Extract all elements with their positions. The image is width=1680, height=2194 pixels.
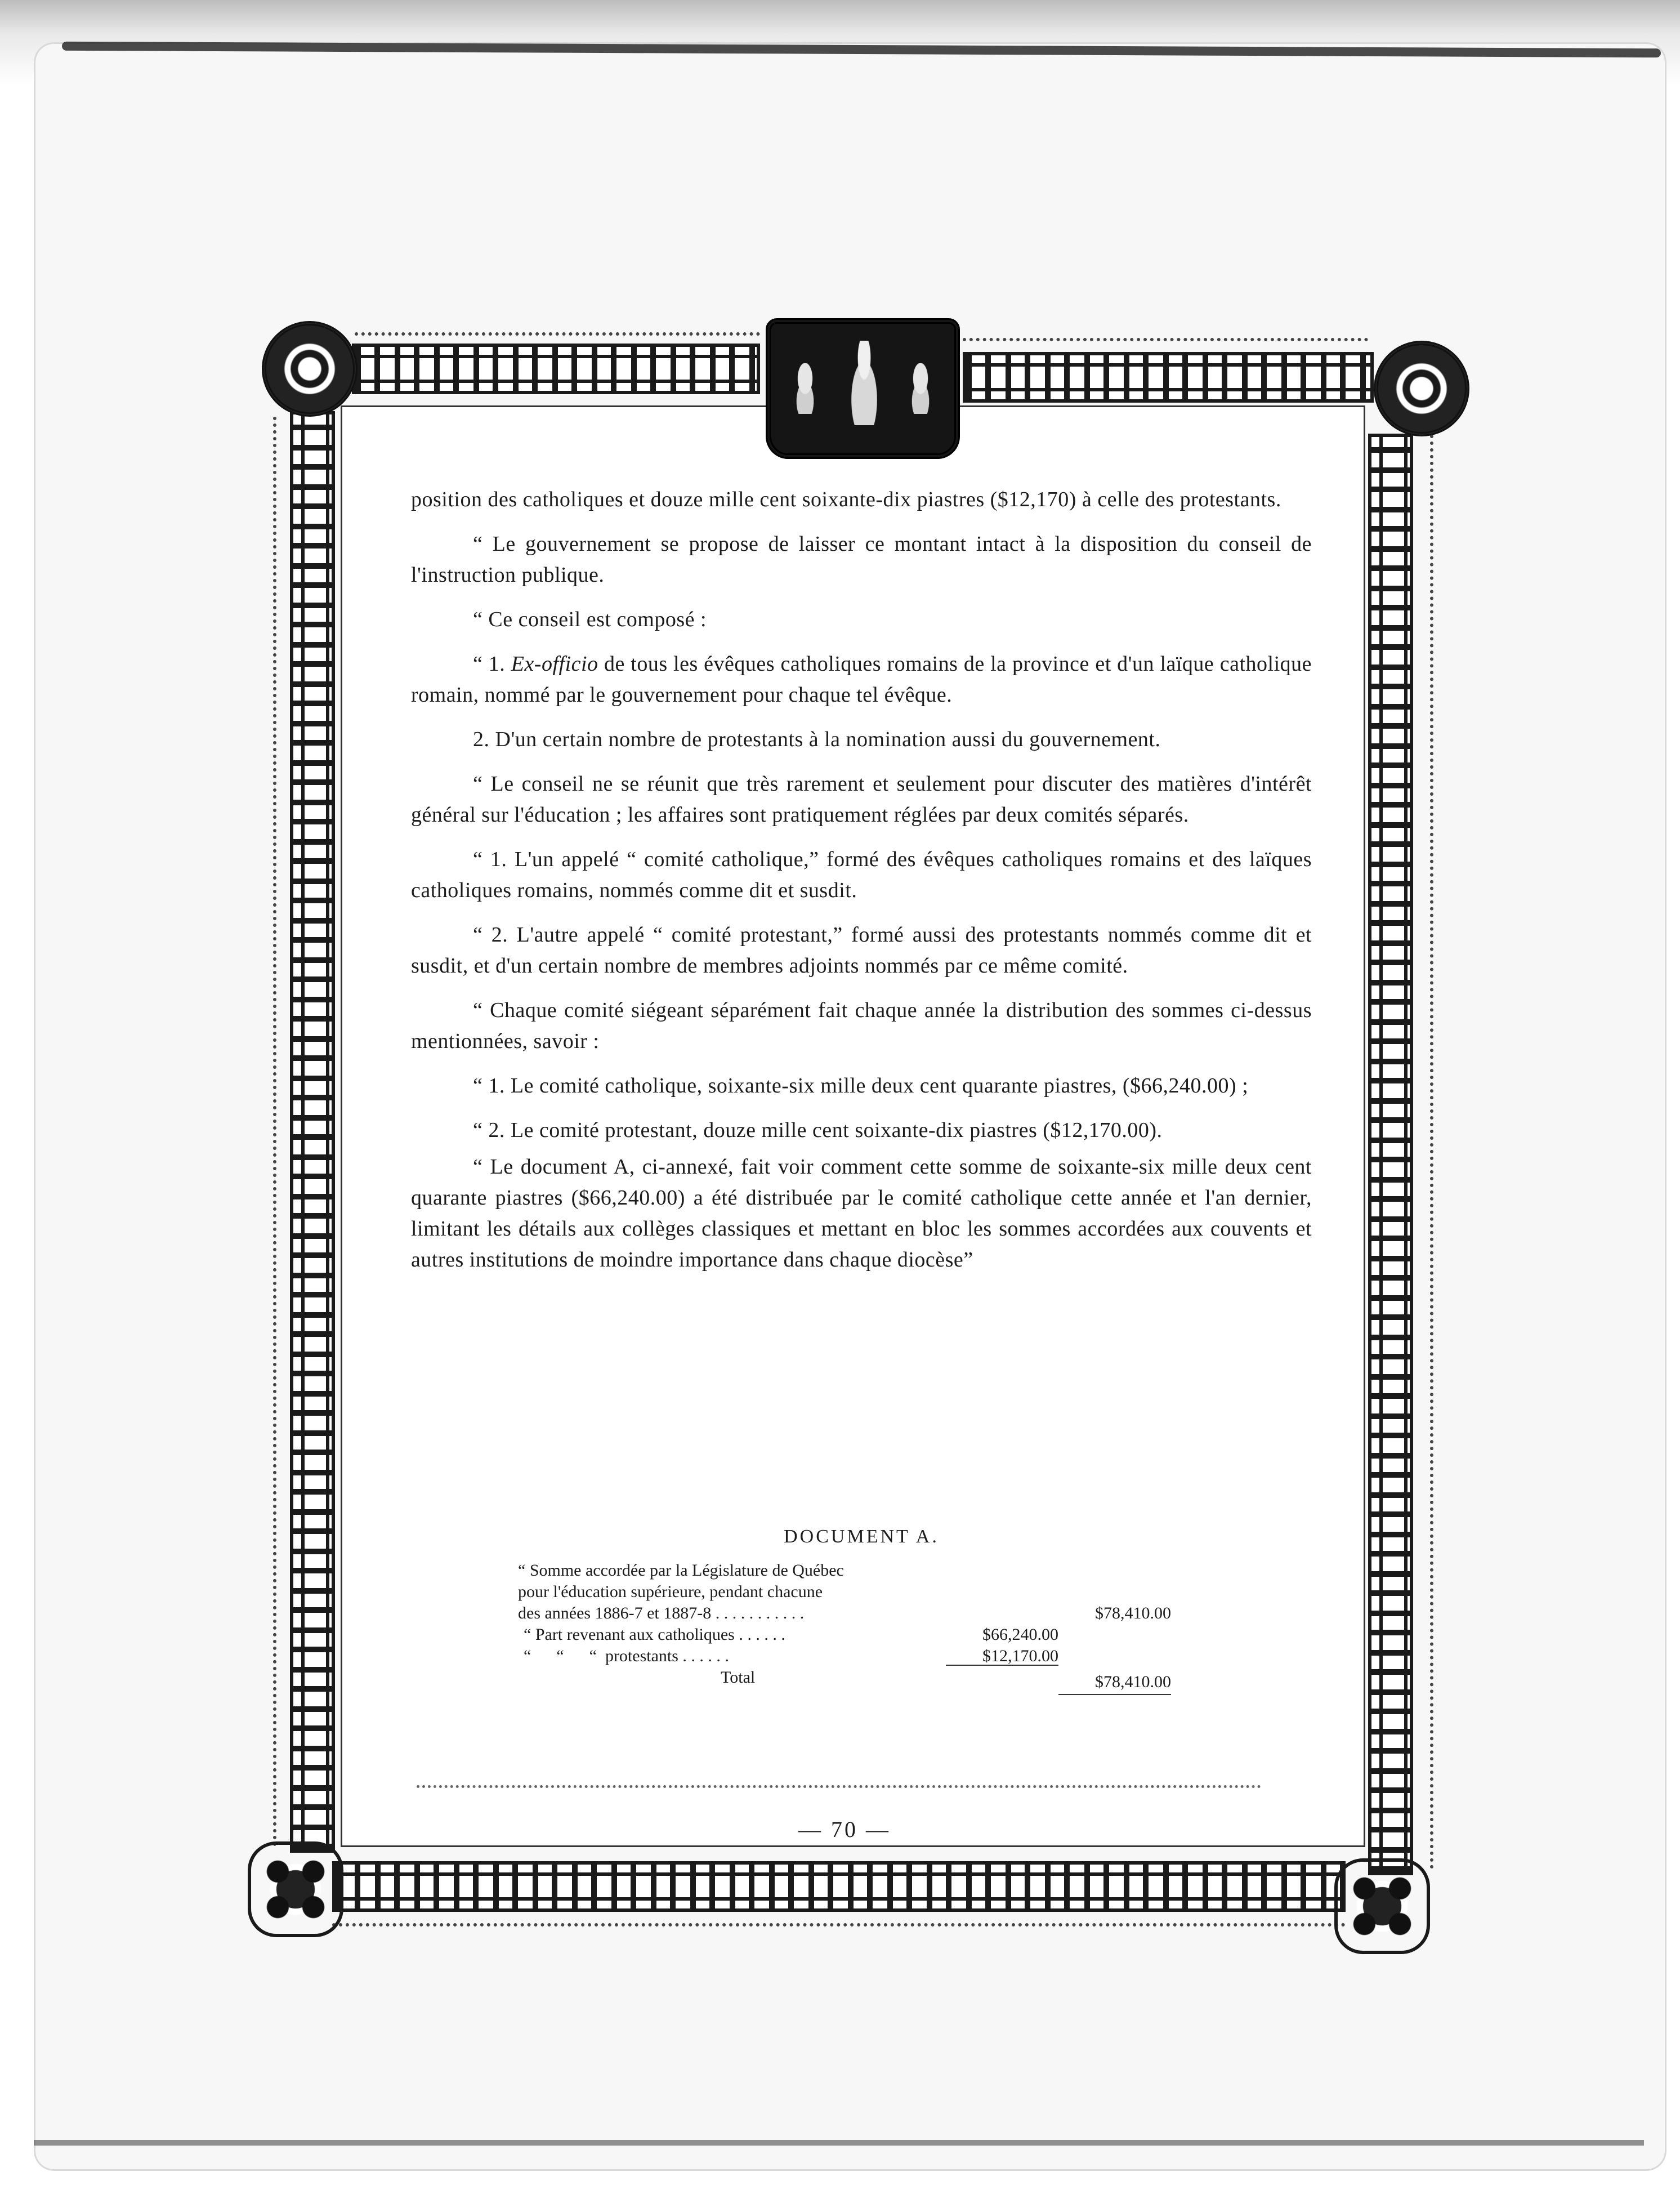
ledger-amount: $78,410.00 xyxy=(1095,1604,1171,1622)
document-a-ledger xyxy=(518,1560,1171,1695)
frame-dotted-border-left xyxy=(273,417,276,1847)
ledger-label: pour l'éducation supérieure, pendant chacune xyxy=(518,1582,823,1601)
ledger-subtotal-rule xyxy=(946,1665,1058,1666)
paragraph: “ 1. Le comité catholique, soixante-six mille deux cent quarante piastres, ($66,240.00) ; xyxy=(473,1074,1249,1098)
body-text xyxy=(411,484,1312,1289)
paragraph: 2. D'un certain nombre de protestants à la nomination aussi du gouvernement. xyxy=(473,728,1161,751)
paragraph: “ 2. Le comité protestant, douze mille cent soixante-dix piastres ($12,170.00). xyxy=(473,1118,1163,1142)
greek-key-band-top-left xyxy=(352,344,760,394)
document-a-title: DOCUMENT A. xyxy=(784,1526,939,1547)
paragraph: “ 1. L'un appelé “ comité catholique,” formé des évêques catholiques romains et des laïques catholiques romains, nommés comme dit et susdit. xyxy=(411,848,1312,902)
ledger-amount: $66,240.00 xyxy=(982,1625,1058,1644)
paragraph: “ Le conseil ne se réunit que très rarement et seulement pour discuter des matières d'intérêt général sur l'éducation ; les affaires sont pratiquement réglées par deux comités séparés. xyxy=(411,772,1312,827)
ledger-row xyxy=(518,1624,1171,1645)
frame-dotted-border-top-right xyxy=(963,338,1368,341)
closing-dotted-line xyxy=(417,1785,1261,1788)
greek-key-band-right xyxy=(1368,434,1413,1875)
italic-term: Ex-officio xyxy=(511,652,598,676)
corner-medallion-top-left-icon xyxy=(262,321,358,417)
corner-medallion-top-right-icon xyxy=(1374,341,1469,436)
ledger-row xyxy=(518,1603,1171,1624)
madonna-vignette-icon xyxy=(766,318,960,459)
greek-key-band-top-right xyxy=(963,352,1374,403)
ledger-total-label: Total xyxy=(721,1668,756,1687)
ledger-row xyxy=(518,1645,1171,1667)
paragraph: “ Le document A, ci-annexé, fait voir comment cette somme de soixante-six mille deux cent quarante piastres ($66,240.00) a été distribuée par le comité catholique cette année et l'an dernier, limitant les détails aux collèges classiques et mettant en bloc les sommes accordées aux couvents et autres institutions de moindre importance dans chaque diocèse” xyxy=(411,1155,1312,1272)
page-number: — 70 — xyxy=(798,1817,891,1842)
paragraph-lead: “ 1. xyxy=(473,652,511,676)
frame-dotted-border-top-left xyxy=(355,332,760,336)
frame-dotted-border-bottom xyxy=(332,1923,1346,1927)
sheet-bottom-edge xyxy=(34,2140,1644,2146)
corner-ornament-bottom-left-icon xyxy=(248,1841,343,1937)
paragraph: “ Le gouvernement se propose de laisser ce montant intact à la disposition du conseil de l'instruction publique. xyxy=(411,532,1312,587)
paragraph-rest: de tous les évêques catholiques romains de la province et d'un laïque catholique romain, nommé par le gouvernement pour chaque tel évêque. xyxy=(411,652,1312,707)
paragraph: “ Ce conseil est composé : xyxy=(473,608,707,631)
ledger-row xyxy=(518,1560,1171,1581)
corner-ornament-bottom-right-icon xyxy=(1334,1858,1430,1954)
ledger-row xyxy=(518,1581,1171,1603)
greek-key-band-bottom xyxy=(332,1861,1346,1912)
madonna-figure-icon xyxy=(845,341,884,425)
ledger-label: des années 1886-7 et 1887-8 . . . . . . . . . . . xyxy=(518,1604,805,1622)
greek-key-band-left xyxy=(290,411,335,1853)
ledger-amount: $12,170.00 xyxy=(982,1647,1058,1665)
cherub-left-icon xyxy=(788,363,822,414)
cherub-right-icon xyxy=(904,363,937,414)
ledger-total-amount: $78,410.00 xyxy=(1095,1673,1171,1691)
ledger-total-rule xyxy=(1058,1694,1171,1695)
paragraph: position des catholiques et douze mille cent soixante-dix piastres ($12,170) à celle des protestants. xyxy=(411,488,1281,511)
paragraph: “ 2. L'autre appelé “ comité protestant,” formé aussi des protestants nommés comme dit et susdit, et d'un certain nombre de membres adjoints nommés par ce même comité. xyxy=(411,923,1312,978)
ledger-label: “ Part revenant aux catholiques . . . . . . xyxy=(524,1625,785,1644)
paragraph xyxy=(411,649,1312,711)
ledger-label: “ Somme accordée par la Législature de Québec xyxy=(518,1561,844,1580)
ledger-label: “ “ “ protestants . . . . . . xyxy=(524,1647,729,1665)
ledger-total-row xyxy=(518,1667,1171,1695)
paragraph: “ Chaque comité siégeant séparément fait chaque année la distribution des sommes ci-dessus mentionnées, savoir : xyxy=(411,998,1312,1053)
frame-dotted-border-right xyxy=(1430,428,1433,1870)
